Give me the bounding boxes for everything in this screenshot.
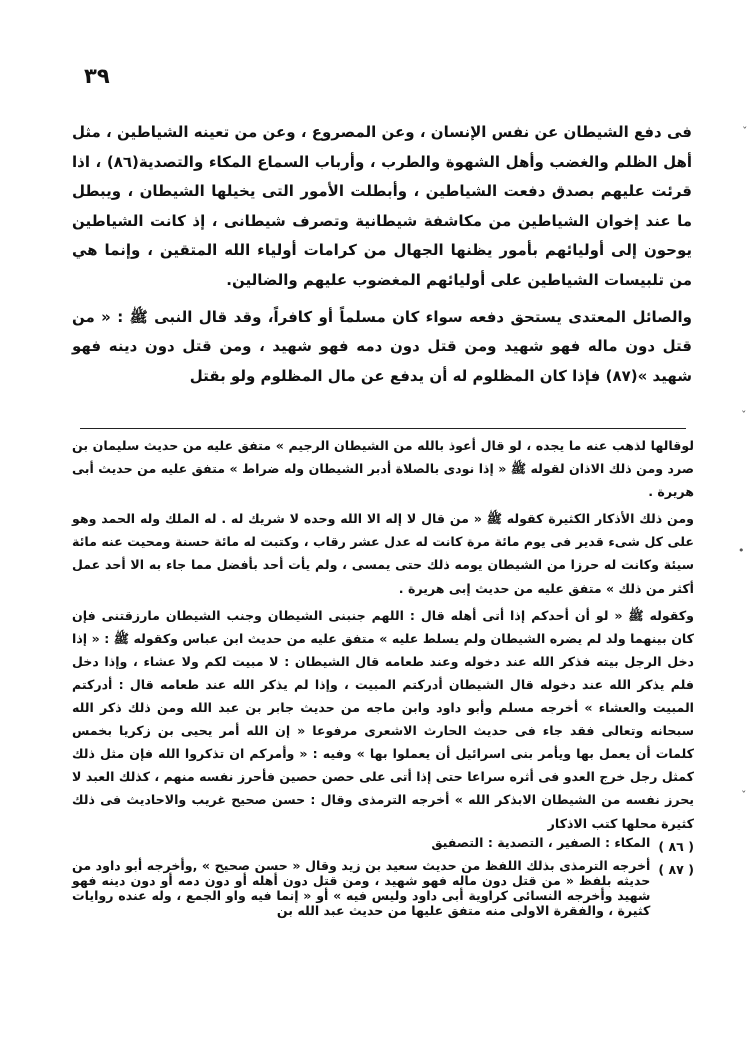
- scan-mark: ˇ: [741, 409, 747, 422]
- main-paragraph: والصائل المعتدى يستحق دفعه سواء كان مسلماً أو كافراً، وقد قال النبى ﷺ : « من قتل دون ماله فهو شهيد ومن قتل دون دمه فهو شهيد ، ومن قتل دون دينه فهو شهيد »(٨٧) فإذا كان المظلوم له أن يدفع عن مال المظلوم ولو بقتل: [72, 307, 692, 385]
- footnote-continuation: لوقالها لذهب عنه ما يجده ، لو قال أعوذ بالله من الشيطان الرجيم » متفق عليه من حديث سليمان بن صرد ومن ذلك الاذان لقوله ﷺ « إذا نودى بالصلاة أدبر الشيطان وله ضراط » متفق عليه من حديث أبى هريرة .: [72, 438, 694, 500]
- footnote-number: ( ٨٦ ): [658, 838, 694, 854]
- footnote-paragraph: وكقوله ﷺ « لو أن أحدكم إذا أتى أهله قال : اللهم جنبنى الشيطان وجنب الشيطان مارزقتنى فإن كان بينهما ولد لم يضره الشيطان ولم يسلط عليه » متفق عليه من حديث ابن عباس وكقوله ﷺ : « إذا دخل الرجل بيته فذكر الله عند دخوله وعند طعامه قال الشيطان : لا مبيت لكم ولا عشاء ، وإذا دخل فلم يذكر الله عند دخوله قال الشيطان أدركتم المبيت ، وإذا لم يذكر الله عند طعامه قال : أدركتم المبيت والعشاء » أخرجه مسلم وأبو داود وابن ماجه من حديث جابر بن عبد الله ومن ذلك ذكر الله سبحانه وتعالى فقد جاء فى حديث الحارث الاشعرى مرفوعا « إن الله أمر يحيى بن زكريا بخمس كلمات أن يعمل بها ويأمر بنى اسرائيل أن يعملوا بها » وفيه : « وأمركم ان تذكروا الله فإن مثل ذلك كمثل رجل خرج العدو فى أثره سراعا حتى إذا أتى على حصن حصين فأحرز نفسه منهم ، كذلك العبد لا يحرز نفسه من الشيطان الابذكر الله » أخرجه الترمذى وقال : حسن صحيح غريب والاحاديث فى ذلك كثيرة محلها كتب الاذكار: [72, 607, 694, 831]
- footnote-separator: [80, 428, 686, 429]
- footnote-number: ( ٨٧ ): [658, 861, 694, 877]
- footnote-paragraph: ومن ذلك الأذكار الكثيرة كقوله ﷺ « من قال لا إله الا الله وحده لا شريك له . له الملك وله الحمد وهو على كل شىء قدير فى يوم مائة مرة كانت له عدل عشر رقاب ، وكتبت له مائة حسنة ومحيت عنه مائة سيئة وكانت له حرزا من الشيطان يومه ذلك حتى يمسى ، ولم يأت أحد بأفضل مما جاء به الا أحد عمل أكثر من ذلك » متفق عليه من حديث إبى هريرة .: [72, 511, 694, 596]
- footnote-text: أخرجه الترمذى بذلك اللفظ من حديث سعيد بن زيد وقال « حسن صحيح » ,وأخرجه أبو داود من حديثه بلفظ « من قتل دون ماله فهو شهيد ، ومن قتل دون أهله أو دون دمه أو دون دينه فهو شهيد وأخرجه النسائى كراوية أبى داود وليس فيه » أو « إنما فيه واو الجمع ، وله عنده روايات كثيرة ، والفقرة الاولى منه متفق عليها من حديث عبد الله بن: [72, 857, 651, 918]
- footnote-87: [72, 858, 694, 918]
- main-text: [72, 118, 692, 398]
- footnotes: [72, 434, 694, 918]
- page-number: ٣٩: [84, 64, 110, 88]
- scan-mark: ˇ: [741, 789, 747, 802]
- main-paragraph: فى دفع الشيطان عن نفس الإنسان ، وعن المصروع ، وعن من تعينه الشياطين ، مثل أهل الظلم والغضب وأهل الشهوة والطرب ، وأرباب السماع المكاء والتصدية(٨٦) ، اذا قرئت عليهم بصدق دفعت الشياطين ، وأبطلت الأمور التى يخيلها الشيطان ، ويبطل ما عند إخوان الشياطين من مكاشفة شيطانية وتصرف شيطانى ، إذ كانت الشياطين يوحون إلى أوليائهم بأمور يظنها الجهال من كرامات أولياء الله المتقين ، وإنما هي من تلبيسات الشياطين على أوليائهم المغضوب عليهم والضالين.: [72, 123, 692, 289]
- footnote-86: [72, 835, 694, 858]
- scan-dot: •: [738, 544, 745, 557]
- footnote-text: المكاء : الصفير ، التصدية : التصفيق: [431, 834, 651, 850]
- scan-mark: ˇ: [742, 125, 748, 138]
